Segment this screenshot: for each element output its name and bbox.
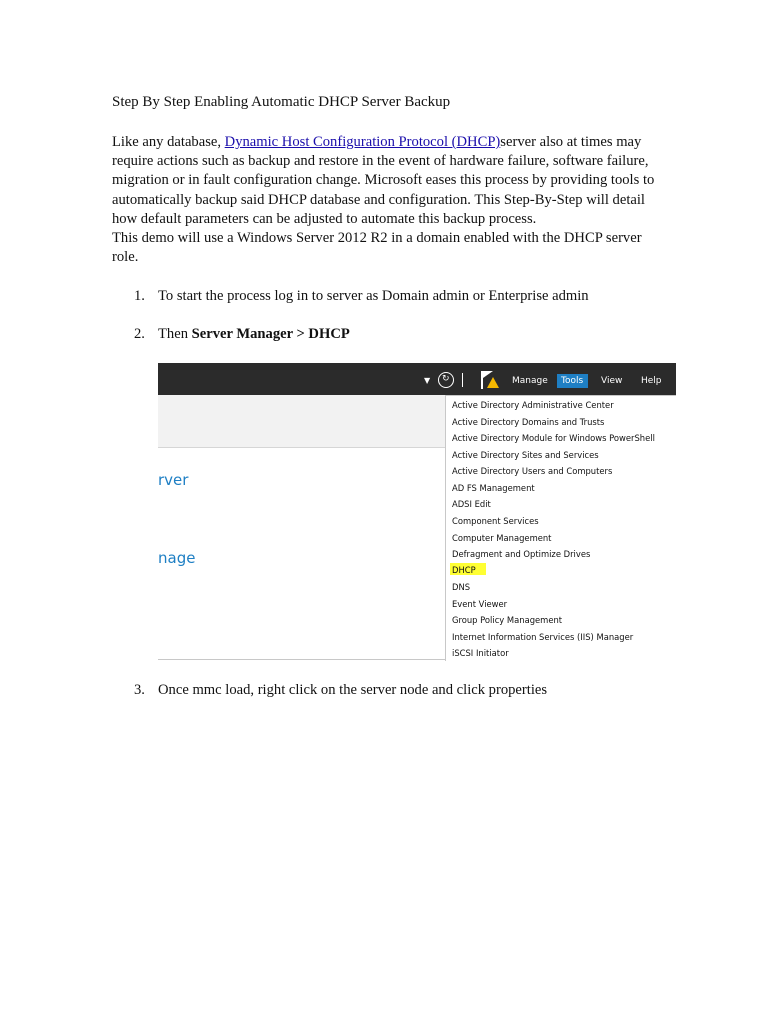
step-1-text: To start the process log in to server as Domain admin or Enterprise admin — [158, 288, 589, 304]
tools-item[interactable]: Event Viewer — [452, 599, 508, 609]
step-2-text — [158, 326, 350, 343]
menu-view[interactable]: View — [601, 376, 623, 386]
step-2-number: 2. — [134, 326, 145, 342]
tools-item[interactable]: Active Directory Sites and Services — [452, 450, 599, 460]
tools-item[interactable]: AD FS Management — [452, 483, 535, 493]
tools-item-dhcp[interactable]: DHCP — [452, 565, 476, 575]
dhcp-link[interactable]: Dynamic Host Configuration Protocol (DHCP) — [224, 134, 501, 150]
menu-tools[interactable]: Tools — [561, 376, 584, 386]
tools-item[interactable]: Component Services — [452, 516, 539, 526]
document-title: Step By Step Enabling Automatic DHCP Server Backup — [112, 94, 451, 110]
intro-prefix: Like any database, — [112, 134, 225, 150]
intro-body: server also at times may require actions such as backup and restore in the event of hardware failure, software failure, migration or in fault configuration change. Microsoft eases this process by providing tools to automatically backup said DHCP database and configuration. This Step-By-Step will detail how default parameters can be adjusted to automate this backup process. — [112, 134, 655, 227]
warning-icon — [487, 377, 499, 388]
left-fragment-manage: nage — [158, 549, 196, 567]
intro-paragraph — [112, 133, 657, 267]
tools-item[interactable]: Active Directory Domains and Trusts — [452, 417, 605, 427]
toolbar-separator — [462, 373, 463, 387]
tools-item[interactable]: Defragment and Optimize Drives — [452, 549, 591, 559]
tools-item[interactable]: Computer Management — [452, 533, 552, 543]
step-2-prefix: Then — [158, 326, 192, 342]
tools-item[interactable]: Active Directory Module for Windows PowerShell — [452, 433, 655, 443]
toolbar — [158, 363, 676, 395]
tools-item[interactable]: DNS — [452, 582, 471, 592]
subheader-panel — [158, 395, 458, 448]
intro-demo: This demo will use a Windows Server 2012 R2 in a domain enabled with the DHCP server role. — [112, 230, 642, 266]
refresh-arrow-icon: ↻ — [442, 374, 450, 384]
tools-item[interactable]: Active Directory Users and Computers — [452, 466, 613, 476]
tools-item[interactable]: ADSI Edit — [452, 499, 491, 509]
server-manager-screenshot — [158, 363, 676, 661]
tools-item[interactable]: Internet Information Services (IIS) Manager — [452, 632, 634, 642]
left-fragment-server: rver — [158, 471, 189, 489]
step-3-text: Once mmc load, right click on the server node and click properties — [158, 682, 548, 698]
chevron-down-icon[interactable]: ▼ — [424, 376, 431, 385]
tools-item[interactable]: Active Directory Administrative Center — [452, 400, 614, 410]
menu-help[interactable]: Help — [641, 376, 662, 386]
tools-item[interactable]: Group Policy Management — [452, 615, 563, 625]
menu-manage[interactable]: Manage — [512, 376, 548, 386]
tools-item[interactable]: iSCSI Initiator — [452, 648, 509, 658]
step-1-number: 1. — [134, 288, 145, 304]
tools-dropdown — [445, 395, 676, 661]
step-3-number: 3. — [134, 682, 145, 698]
step-2-bold: Server Manager > DHCP — [191, 326, 350, 342]
